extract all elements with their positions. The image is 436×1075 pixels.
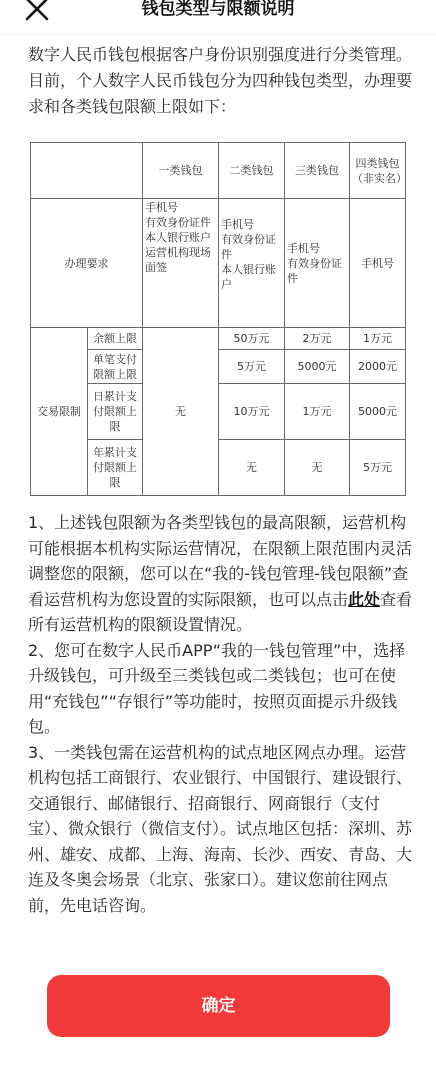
table-header-row	[31, 143, 406, 199]
limit-row-label: 日累计支付限额上限	[88, 384, 143, 439]
column-header-class2: 二类钱包	[219, 143, 285, 199]
note-2: 2、您可在数字人民币APP“我的一钱包管理”中，选择升级钱包，可升级至三类钱包或二类钱包；也可在使用“充钱包”“存银行”等功能时，按照页面提示升级钱包。	[28, 640, 406, 736]
requirement-item: 本人银行账户	[221, 263, 276, 292]
requirements-label: 办理要求	[31, 199, 143, 328]
column-header-class4: 四类钱包（非实名）	[350, 143, 406, 199]
notes-section	[28, 510, 413, 918]
limit-row-label: 余额上限	[88, 328, 143, 350]
limit-value: 10万元	[219, 384, 285, 439]
requirement-item: 手机号	[361, 256, 394, 270]
limit-value: 5万元	[350, 439, 406, 495]
limit-row	[31, 328, 406, 350]
limit-value: 2万元	[285, 328, 350, 350]
requirement-item: 手机号	[145, 201, 178, 215]
requirements-class4	[350, 199, 406, 328]
intro-text: 数字人民币钱包根据客户身份识别强度进行分类管理。目前，个人数字人民币钱包分为四种钱包类型，办理要求和各类钱包限额上限如下：	[28, 45, 413, 116]
column-header-class3: 三类钱包	[285, 143, 350, 199]
note-1-text-end: 查看所有运营机构的限额设置情况。	[28, 589, 413, 634]
header	[0, 0, 436, 40]
note-3: 3、一类钱包需在运营机构的试点地区网点办理。运营机构包括工商银行、农业银行、中国银行、建设银行、交通银行、邮储银行、招商银行、网商银行（支付宝）、微众银行（微信支付）。试点地区包括：深圳、苏州、雄安、成都、上海、海南、长沙、西安、青岛、大连及冬奥会场景（北京、张家口）。建议您前往网点前，先电话咨询。	[28, 742, 413, 915]
requirement-item: 本人银行账户	[145, 231, 211, 245]
limit-row	[31, 439, 406, 495]
limit-value: 5000元	[285, 350, 350, 384]
requirement-item: 有效身份证件	[221, 233, 276, 262]
requirement-item: 有效身份证件	[145, 216, 211, 230]
confirm-button[interactable]: 确定	[47, 975, 390, 1037]
column-header-class1: 一类钱包	[143, 143, 219, 199]
note-1-text: 1、上述钱包限额为各类型钱包的最高限额，运营机构可能根据本机构实际运营情况，在限额上限范围内灵活调整您的限额，您可以在“我的-钱包管理-钱包限额”查看运营机构为您设置的实际限额，也可以点击	[28, 513, 413, 609]
class1-limit-value: 无	[143, 328, 219, 496]
view-limits-link[interactable]: 此处	[348, 589, 381, 609]
limit-value: 5万元	[219, 350, 285, 384]
requirement-item: 手机号	[287, 241, 320, 255]
requirements-row	[31, 199, 406, 328]
requirements-class3	[285, 199, 350, 328]
limit-row-label: 年累计支付限额上限	[88, 439, 143, 495]
limit-row-label: 单笔支付限额上限	[88, 350, 143, 384]
wallet-limits-table	[30, 142, 406, 496]
requirements-class2	[219, 199, 285, 328]
limit-value: 5000元	[350, 384, 406, 439]
requirement-item: 运营机构现场面签	[145, 246, 211, 275]
requirement-item: 手机号	[221, 218, 254, 232]
limit-row	[31, 384, 406, 439]
page-title: 钱包类型与限额说明	[141, 0, 295, 19]
note-1	[28, 510, 413, 638]
requirement-item: 有效身份证件	[287, 256, 342, 285]
header-divider	[0, 34, 436, 35]
limit-value: 2000元	[350, 350, 406, 384]
limit-value: 1万元	[285, 384, 350, 439]
limit-value: 无	[219, 439, 285, 495]
requirements-class1	[143, 199, 219, 328]
limit-value: 1万元	[350, 328, 406, 350]
table-corner-cell	[31, 143, 143, 199]
limits-label: 交易限制	[31, 328, 88, 496]
limit-row	[31, 350, 406, 384]
limit-value: 无	[285, 439, 350, 495]
limit-value: 50万元	[219, 328, 285, 350]
